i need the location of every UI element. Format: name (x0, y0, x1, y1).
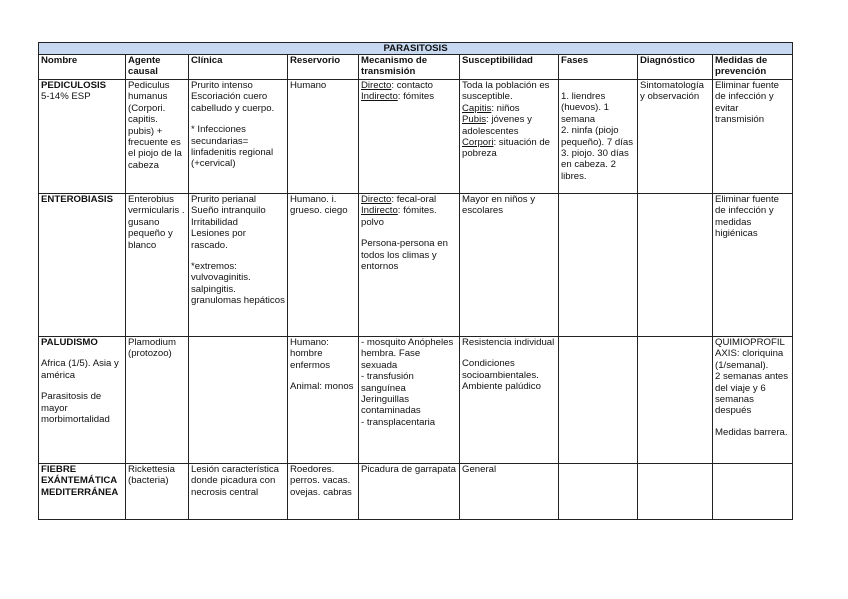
cell-name (39, 194, 126, 337)
cell-agent: Plamodium (protozoo) (126, 337, 189, 464)
susceptibility-line: Toda la población es susceptible. (462, 80, 550, 103)
prevention-line: QUIMIOPROFILAXIS: cloriquina (1/semanal). (715, 337, 785, 371)
phase-line: 3. piojo. 30 días en cabeza. 2 libres. (561, 148, 629, 182)
susceptibility-line: Mayor en niños y escolares (462, 194, 536, 217)
cell-clinic (189, 80, 288, 194)
header-row (39, 55, 793, 80)
cell-transmission (359, 194, 460, 337)
susceptibility-line: General (462, 464, 497, 475)
name-gap (41, 381, 123, 391)
susceptibility-line: Capitis: niños (462, 102, 520, 114)
cell-susceptibility (460, 194, 559, 337)
parasitosis-sheet (38, 42, 792, 520)
cell-agent: Enterobius vermicularis . gusano pequeño y blanco (126, 194, 189, 337)
clinic-line: Prurito intenso (191, 80, 253, 91)
susceptibility-line: Corpori: situación de pobreza (462, 137, 551, 160)
cell-clinic (189, 337, 288, 464)
cell-diagnosis (638, 464, 713, 520)
transmission-line: Indirecto: fómites. polvo (361, 205, 437, 228)
transmission-line: Directo: contacto (361, 80, 433, 91)
name-gap (41, 348, 123, 358)
cell-transmission (359, 337, 460, 464)
clinic-line: Prurito perianal (191, 194, 257, 205)
susceptibility-line: Resistencia individual (462, 337, 555, 348)
phase-line: 2. ninfa (piojo pequeño). 7 días (561, 125, 634, 148)
cell-clinic (189, 464, 288, 520)
clinic-line: Irritabilidad (191, 216, 238, 228)
clinic-line: Sueño intranquilo (191, 205, 266, 217)
transmission-line: - mosquito Anópheles hembra. Fase sexuada (361, 337, 454, 371)
prevention-line: 2 semanas antes del viaje y 6 semanas después (715, 371, 789, 417)
cell-phases (559, 337, 638, 464)
transmission-line: - transplacentaria (361, 416, 436, 428)
transmission-line: Directo: fecal-oral (361, 194, 437, 205)
phase-line: 1. liendres (huevos). 1 semana (561, 91, 609, 125)
header-diagnostico: Diagnóstico (638, 55, 713, 80)
cell-reservoir: Roedores. perros. vacas. ovejas. cabras (288, 464, 359, 520)
transmission-line: - transfusión sanguínea (361, 371, 414, 394)
prevention-line: Medidas barrera. (715, 426, 788, 438)
table-row (39, 337, 793, 464)
cell-diagnosis: Sintomatología y observación (638, 80, 713, 194)
cell-clinic (189, 194, 288, 337)
cell-name (39, 80, 126, 194)
cell-transmission (359, 80, 460, 194)
disease-name: FIEBRE EXÁNTEMÁTICA MEDITERRÁNEA (41, 464, 119, 498)
table-row (39, 464, 793, 520)
susceptibility-line: Condiciones socioambientales. Ambiente palúdico (462, 358, 541, 393)
cell-name (39, 337, 126, 464)
cell-name (39, 464, 126, 520)
disease-name: ENTEROBIASIS (41, 194, 113, 205)
clinic-line: Lesión característica donde picadura con necrosis central (191, 464, 279, 498)
transmission-line: Picadura de garrapata (361, 464, 456, 475)
table-title: PARASITOSIS (39, 43, 793, 55)
reservoir-gap (290, 371, 356, 381)
cell-reservoir (288, 337, 359, 464)
header-susceptibilidad: Susceptibilidad (460, 55, 559, 80)
cell-phases (559, 80, 638, 194)
clinic-line: Lesiones por rascado. (191, 228, 246, 251)
table-row (39, 194, 793, 337)
susceptibility-gap (462, 348, 556, 358)
parasitosis-table (38, 42, 793, 520)
header-reservorio: Reservorio (288, 55, 359, 80)
disease-note: Africa (1/5). Asia y américa (41, 358, 119, 381)
disease-name: PALUDISMO (41, 337, 98, 348)
cell-reservoir: Humano (288, 80, 359, 194)
transmission-line: Indirecto: fómites (361, 91, 435, 103)
cell-transmission (359, 464, 460, 520)
cell-prevention (713, 337, 793, 464)
cell-susceptibility (460, 80, 559, 194)
header-agente-causal: Agente causal (126, 55, 189, 80)
cell-diagnosis (638, 337, 713, 464)
clinic-line: * Infecciones secundarias= linfadenitis regional (+cervical) (191, 124, 274, 170)
susceptibility-line: Pubis: jóvenes y adolescentes (462, 114, 532, 137)
cell-prevention (713, 464, 793, 520)
header-fases: Fases (559, 55, 638, 80)
cell-prevention: Eliminar fuente de infección y evitar transmisión (713, 80, 793, 194)
disease-note: 5-14% ESP (41, 91, 91, 103)
transmission-line: Persona-persona en todos los climas y entornos (361, 238, 448, 273)
clinic-gap (191, 251, 285, 261)
cell-agent: Rickettesia (bacteria) (126, 464, 189, 520)
transmission-gap (361, 228, 457, 238)
cell-phases (559, 194, 638, 337)
reservoir-line: Animal: monos (290, 381, 354, 393)
header-prevencion: Medidas de prevención (713, 55, 793, 80)
clinic-line: Escoriación cuero cabelludo y cuerpo. (191, 91, 275, 114)
clinic-gap (191, 114, 285, 124)
cell-susceptibility (460, 337, 559, 464)
transmission-line: Jeringuillas contaminadas (361, 394, 421, 417)
header-mecanismo: Mecanismo de transmisión (359, 55, 460, 80)
cell-reservoir: Humano. i. grueso. ciego (288, 194, 359, 337)
cell-agent: Pediculus humanus (Corpori. capitis. pubis) + frecuente es el piojo de la cabeza (126, 80, 189, 194)
cell-susceptibility (460, 464, 559, 520)
clinic-line: *extremos: vulvovaginitis. salpingitis. granulomas hepáticos (191, 261, 285, 307)
cell-phases (559, 464, 638, 520)
reservoir-line: Humano: hombre enfermos (290, 337, 330, 371)
disease-name: PEDICULOSIS (41, 80, 107, 91)
table-row (39, 80, 793, 194)
header-clinica: Clínica (189, 55, 288, 80)
cell-diagnosis (638, 194, 713, 337)
header-nombre: Nombre (39, 55, 126, 80)
disease-note: Parasitosis de mayor morbimortalidad (41, 391, 110, 426)
cell-prevention: Eliminar fuente de infección y medidas higiénicas (713, 194, 793, 337)
prevention-gap (715, 417, 790, 427)
